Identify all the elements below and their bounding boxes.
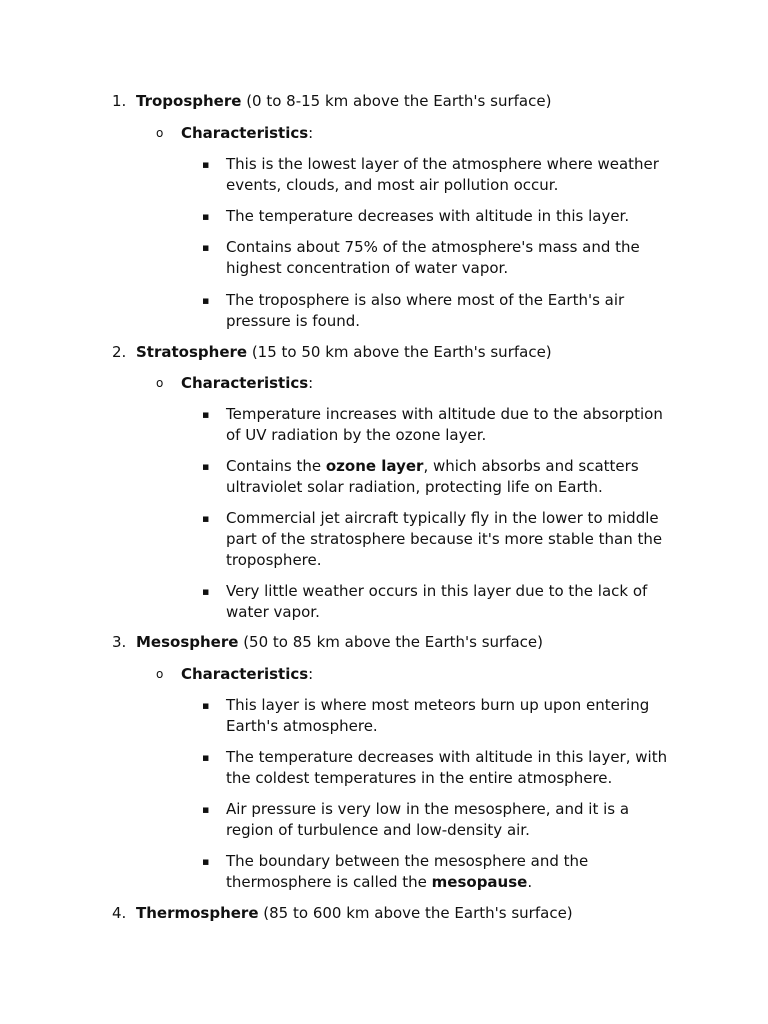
square-bullet-icon: ▪: [202, 408, 210, 421]
layer-altitude-range: (0 to 8-15 km above the Earth's surface): [241, 92, 552, 110]
layer-heading: [136, 632, 543, 653]
characteristics-label: Characteristics: [181, 124, 309, 142]
layer-altitude-range: (15 to 50 km above the Earth's surface): [247, 343, 552, 361]
layer-name: Mesosphere: [136, 633, 239, 651]
layer-heading: [136, 342, 552, 363]
layer-name: Thermosphere: [136, 904, 259, 922]
layer-altitude-range: (50 to 85 km above the Earth's surface): [238, 633, 544, 651]
layer-name: Stratosphere: [136, 343, 248, 361]
point-text: Very little weather occurs in this layer due to the lack of water vapor.: [226, 582, 648, 621]
square-bullet-icon: ▪: [202, 241, 210, 254]
square-bullet-icon: ▪: [202, 751, 210, 764]
point-text: Air pressure is very low in the mesosphere, and it is a region of turbulence and low-density air.: [226, 800, 630, 839]
characteristics-label: Characteristics: [181, 374, 309, 392]
circle-bullet-icon: o: [156, 126, 164, 140]
square-bullet-icon: ▪: [202, 585, 210, 598]
circle-bullet-icon: o: [156, 667, 164, 681]
point-text-end: , which absorbs and scatters ultraviolet solar radiation, protecting life on Earth.: [226, 457, 639, 496]
list-number: 2.: [112, 343, 127, 361]
point-text-end: .: [527, 873, 533, 891]
square-bullet-icon: ▪: [202, 855, 210, 868]
point-text: The temperature decreases with altitude in this layer.: [226, 207, 630, 225]
square-bullet-icon: ▪: [202, 803, 210, 816]
list-number: 1.: [112, 92, 127, 110]
point-text: The troposphere is also where most of the Earth's air pressure is found.: [226, 291, 625, 330]
document-page: 1. Troposphere (0 to 8-15 km above the Earth's surface) o Characteristics: ▪ This is the lowest layer of the atmosphere where weather events, clouds, and most air pollution occur. ▪ The temperature decreases with altitude in this layer. ▪ Contains about 75% of the atmosphere's mass and the highest concentration of water vapor. ▪ The troposphere is also where most of the Earth's air pressure is found. 2. Stratosphere (15 to 50 km above the Earth's surface) o Characteristics: ▪ Temperature increases with altitude due to the absorption of UV radiation by the ozone layer. ▪ Contains the ozone layer, which absorbs and scatters ultraviolet solar radiation, protecting life on Earth. ▪ Commercial jet aircraft typically fly in the lower to middle part of the stratosphere because it's more stable than the troposphere. ▪ Very little weather occurs in this layer due to the lack of water vapor. 3. Mesosphere (50 to 85 km above the Earth's surface) o Characteristics: ▪ This layer is where most meteors burn up upon entering Earth's atmosphere. ▪ The temperature decreases with altitude in this layer, with the coldest temperatures in the entire atmosphere. ▪ Air pressure is very low in the mesosphere, and it is a region of turbulence and low-density air. ▪ The boundary between the mesosphere and the thermosphere is called the mesopause. 4. Thermosphere (85 to 600 km above the Earth's surface): [0, 0, 768, 1024]
point-text: This layer is where most meteors burn up upon entering Earth's atmosphere.: [226, 696, 650, 735]
square-bullet-icon: ▪: [202, 699, 210, 712]
list-number: 3.: [112, 633, 127, 651]
square-bullet-icon: ▪: [202, 512, 210, 525]
point-text-start: Contains the: [226, 457, 326, 475]
square-bullet-icon: ▪: [202, 460, 210, 473]
point-text: [226, 851, 676, 893]
square-bullet-icon: ▪: [202, 210, 210, 223]
point-text: Temperature increases with altitude due to the absorption of UV radiation by the ozone layer.: [226, 405, 663, 444]
point-text: Contains about 75% of the atmosphere's mass and the highest concentration of water vapor.: [226, 238, 640, 277]
keyword-ozone-layer: ozone layer: [325, 457, 424, 475]
point-text: Commercial jet aircraft typically fly in the lower to middle part of the stratosphere because it's more stable than the troposphere.: [226, 509, 663, 569]
circle-bullet-icon: o: [156, 376, 164, 390]
layer-altitude-range: (85 to 600 km above the Earth's surface): [258, 904, 573, 922]
point-text: The temperature decreases with altitude in this layer, with the coldest temperatures in the entire atmosphere.: [226, 748, 668, 787]
square-bullet-icon: ▪: [202, 158, 210, 171]
characteristics-label: Characteristics: [181, 665, 309, 683]
layer-heading: [136, 903, 573, 924]
point-text: This is the lowest layer of the atmosphere where weather events, clouds, and most air pollution occur.: [226, 155, 659, 194]
layer-name: Troposphere: [136, 92, 242, 110]
point-text-start: The boundary between the mesosphere and the thermosphere is called the: [226, 852, 589, 891]
square-bullet-icon: ▪: [202, 294, 210, 307]
keyword-mesopause: mesopause: [431, 873, 528, 891]
layer-heading: [136, 91, 551, 112]
point-text: [226, 456, 676, 498]
list-number: 4.: [112, 904, 127, 922]
